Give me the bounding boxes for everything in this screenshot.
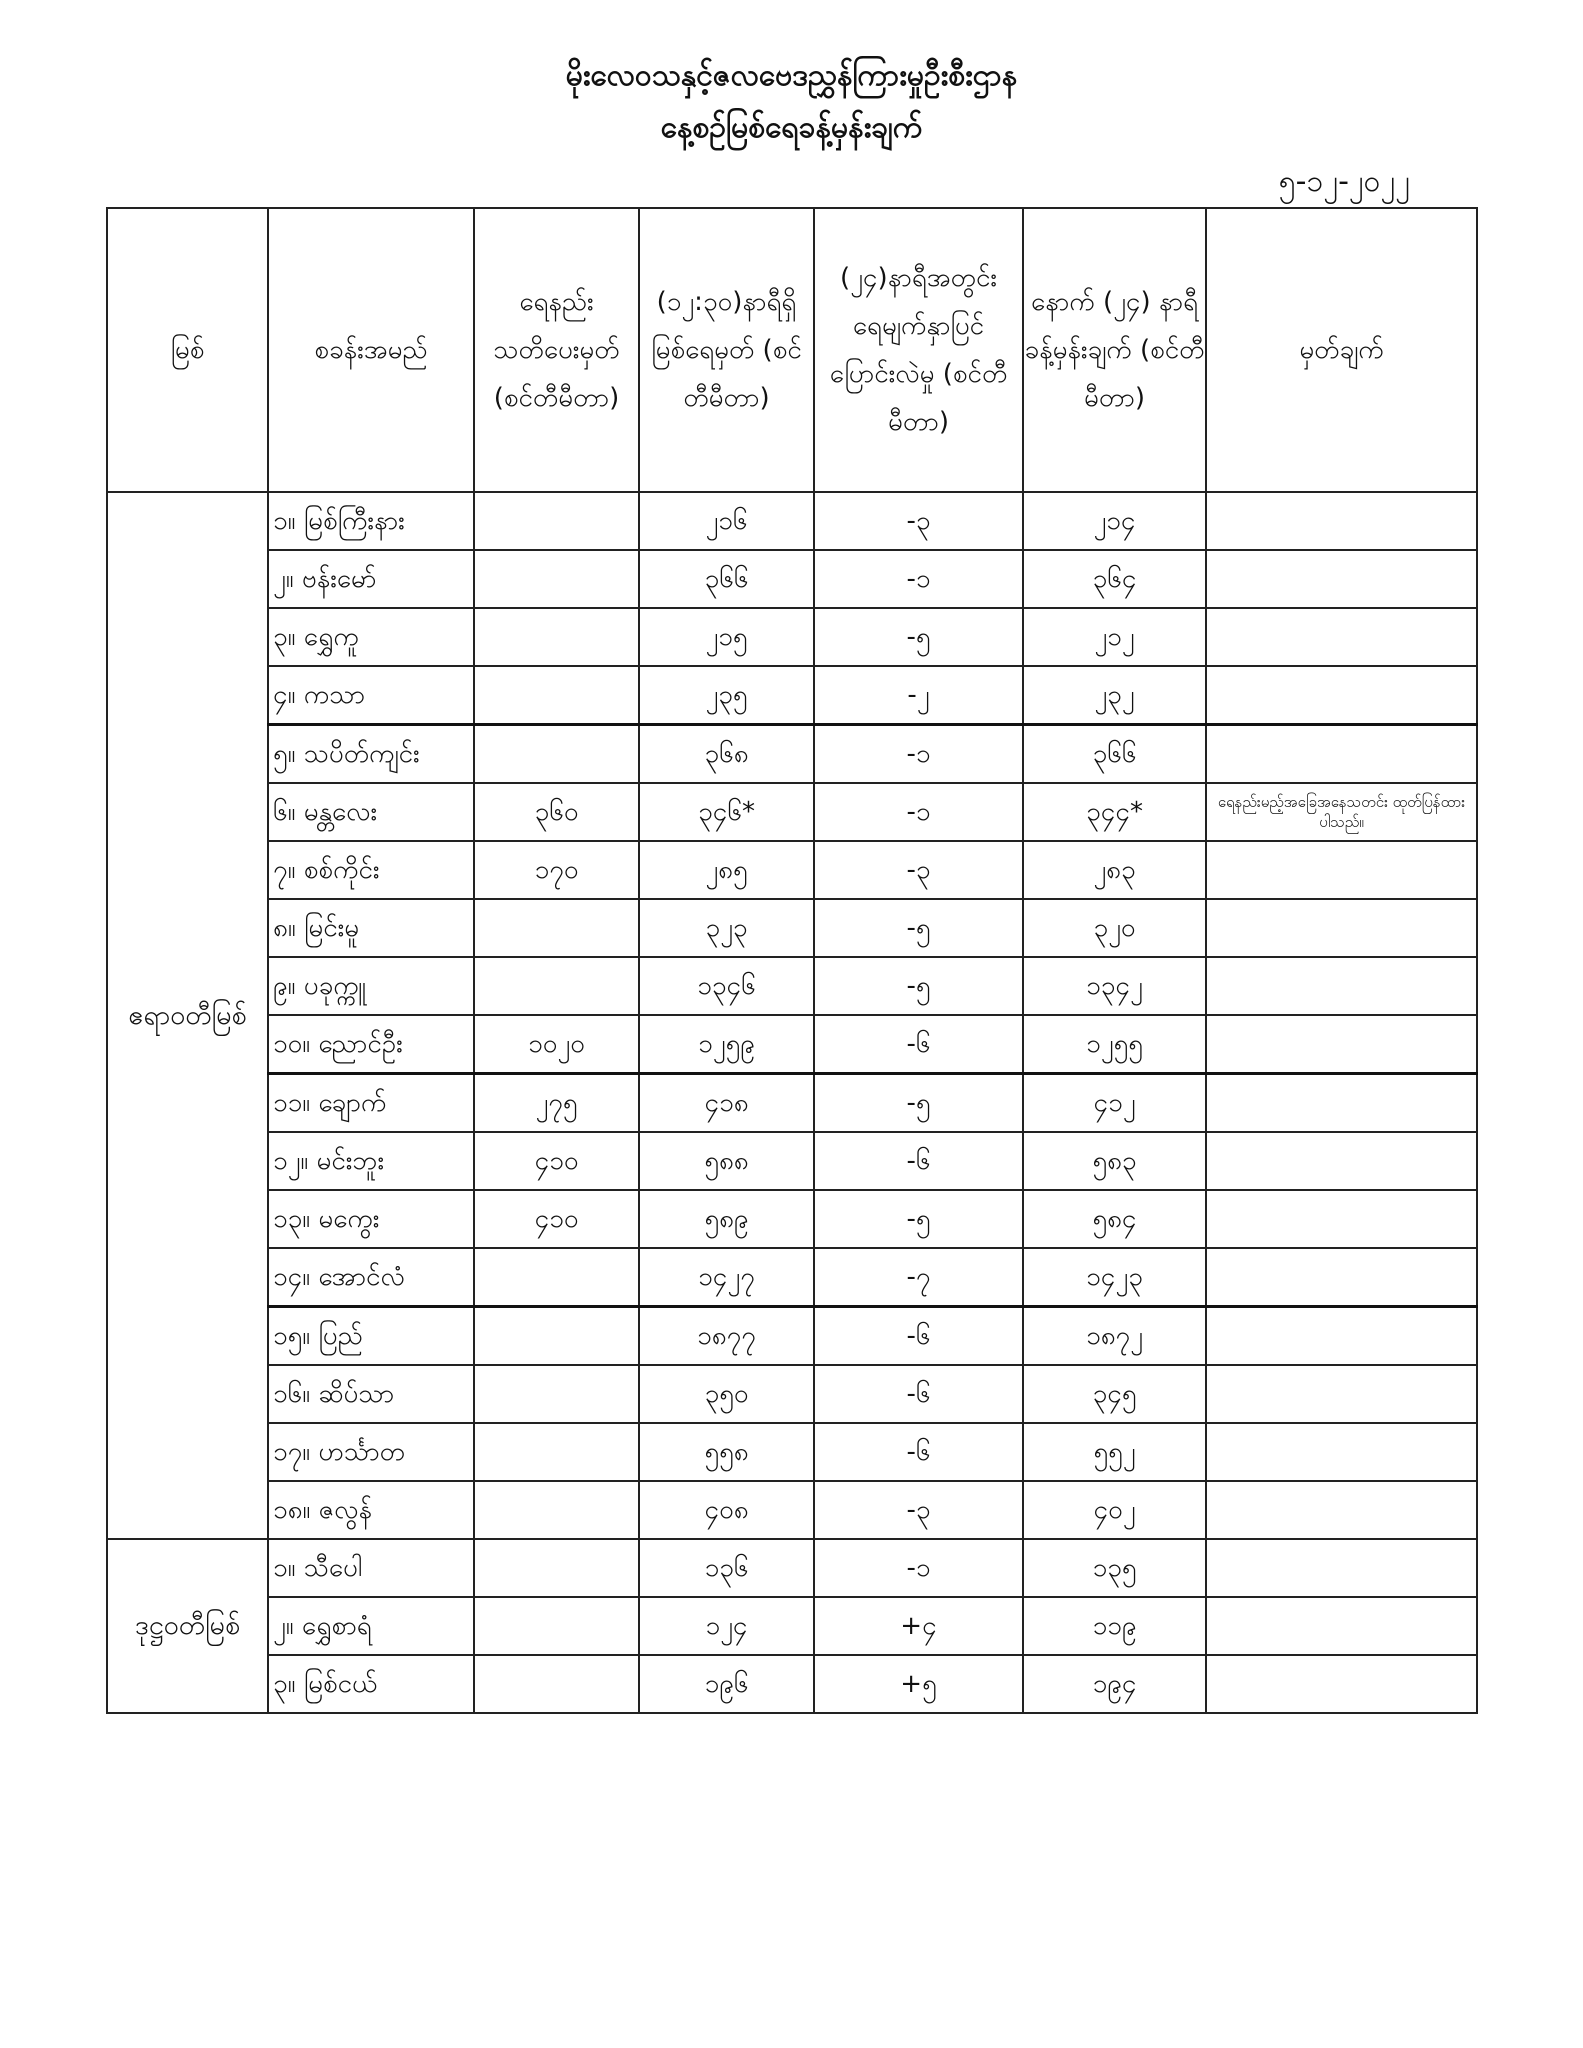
report-title: နေ့စဉ်မြစ်ရေခန့်မှန်းချက်: [660, 110, 923, 145]
change-cell: -၅: [814, 957, 1023, 1015]
change-cell: -၁: [814, 783, 1023, 841]
river-name-cell: ဧရာဝတီမြစ်: [107, 492, 268, 1539]
forecast-cell: ၅၈၄: [1023, 1190, 1206, 1248]
station-cell: ၅။ သပိတ်ကျင်း: [268, 725, 474, 784]
current-level-cell: ၂၁၆: [639, 492, 814, 550]
warning-level-cell: [474, 1248, 639, 1307]
warning-level-cell: [474, 899, 639, 957]
current-level-cell: ၄၁၈: [639, 1074, 814, 1133]
forecast-cell: ၁၈၇၂: [1023, 1307, 1206, 1366]
forecast-cell: ၄၀၂: [1023, 1481, 1206, 1539]
forecast-cell: ၃၆၄: [1023, 550, 1206, 608]
remark-cell: [1206, 1597, 1477, 1655]
table-row: [107, 1365, 1477, 1423]
current-level-cell: ၁၃၄၆: [639, 957, 814, 1015]
station-cell: ၉။ ပခုက္ကူ: [268, 957, 474, 1015]
warning-level-cell: [474, 550, 639, 608]
table-row: [107, 608, 1477, 666]
change-cell: -၃: [814, 492, 1023, 550]
change-cell: -၁: [814, 725, 1023, 784]
station-cell: ၁၅။ ပြည်: [268, 1307, 474, 1366]
station-cell: ၆။ မန္တလေး: [268, 783, 474, 841]
col-header-current-level: (၁၂:၃၀)နာရီရှိ မြစ်ရေမှတ် (စင်တီမီတာ): [639, 208, 814, 492]
current-level-cell: ၅၈၈: [639, 1132, 814, 1190]
station-cell: ၁၈။ ဇလွန်: [268, 1481, 474, 1539]
change-cell: -၁: [814, 1539, 1023, 1597]
remark-cell: [1206, 957, 1477, 1015]
station-cell: ၁၆။ ဆိပ်သာ: [268, 1365, 474, 1423]
change-cell: -၆: [814, 1015, 1023, 1074]
warning-level-cell: [474, 1423, 639, 1481]
change-cell: -၂: [814, 666, 1023, 725]
current-level-cell: ၃၅၀: [639, 1365, 814, 1423]
table-row: [107, 1423, 1477, 1481]
warning-level-cell: ၂၇၅: [474, 1074, 639, 1133]
agency-title: မိုးလေဝသနှင့်ဇလဗေဒညွှန်ကြားမှုဦးစီးဌာန: [565, 58, 1018, 93]
warning-level-cell: [474, 1597, 639, 1655]
warning-level-cell: [474, 608, 639, 666]
current-level-cell: ၁၈၇၇: [639, 1307, 814, 1366]
change-cell: -၃: [814, 841, 1023, 899]
current-level-cell: ၃၄၆*: [639, 783, 814, 841]
remark-cell: [1206, 841, 1477, 899]
station-cell: ၁၇။ ဟင်္သာတ: [268, 1423, 474, 1481]
change-cell: -၆: [814, 1365, 1023, 1423]
warning-level-cell: ၁၀၂၀: [474, 1015, 639, 1074]
change-cell: -၅: [814, 608, 1023, 666]
change-cell: -၃: [814, 1481, 1023, 1539]
table-row: [107, 783, 1477, 841]
forecast-cell: ၃၄၄*: [1023, 783, 1206, 841]
change-cell: -၁: [814, 550, 1023, 608]
current-level-cell: ၄၀၈: [639, 1481, 814, 1539]
station-cell: ၁။ မြစ်ကြီးနား: [268, 492, 474, 550]
forecast-cell: ၁၁၉: [1023, 1597, 1206, 1655]
warning-level-cell: [474, 1365, 639, 1423]
change-cell: -၅: [814, 899, 1023, 957]
current-level-cell: ၃၆၆: [639, 550, 814, 608]
header-row: [107, 208, 1477, 492]
forecast-cell: ၄၁၂: [1023, 1074, 1206, 1133]
table-row: [107, 1655, 1477, 1713]
table-row: [107, 1481, 1477, 1539]
forecast-cell: ၃၄၅: [1023, 1365, 1206, 1423]
change-cell: -၆: [814, 1423, 1023, 1481]
station-cell: ၁၀။ ညောင်ဦး: [268, 1015, 474, 1074]
station-cell: ၇။ စစ်ကိုင်း: [268, 841, 474, 899]
table-row: [107, 1015, 1477, 1074]
remark-cell: [1206, 1132, 1477, 1190]
current-level-cell: ၅၅၈: [639, 1423, 814, 1481]
forecast-cell: ၁၃၅: [1023, 1539, 1206, 1597]
current-level-cell: ၁၂၅၉: [639, 1015, 814, 1074]
change-cell: -၇: [814, 1248, 1023, 1307]
station-cell: ၃။ ရွှေကူ: [268, 608, 474, 666]
remark-cell: [1206, 1307, 1477, 1366]
table-row: [107, 1248, 1477, 1307]
forecast-cell: ၁၉၄: [1023, 1655, 1206, 1713]
forecast-cell: ၃၆၆: [1023, 725, 1206, 784]
col-header-warning-level: ရေနည်း သတိပေးမှတ် (စင်တီမီတာ): [474, 208, 639, 492]
remark-cell: [1206, 1481, 1477, 1539]
table-row: [107, 1539, 1477, 1597]
current-level-cell: ၁၃၆: [639, 1539, 814, 1597]
forecast-cell: ၂၁၂: [1023, 608, 1206, 666]
change-cell: -၅: [814, 1074, 1023, 1133]
station-cell: ၁၃။ မကွေး: [268, 1190, 474, 1248]
warning-level-cell: [474, 725, 639, 784]
table-row: [107, 957, 1477, 1015]
remark-cell: [1206, 608, 1477, 666]
table-row: [107, 1132, 1477, 1190]
change-cell: +၄: [814, 1597, 1023, 1655]
warning-level-cell: ၄၁၀: [474, 1132, 639, 1190]
station-cell: ၁၄။ အောင်လံ: [268, 1248, 474, 1307]
forecast-cell: ၅၅၂: [1023, 1423, 1206, 1481]
remark-cell: [1206, 899, 1477, 957]
current-level-cell: ၅၈၉: [639, 1190, 814, 1248]
current-level-cell: ၁၄၂၇: [639, 1248, 814, 1307]
station-cell: ၄။ ကသာ: [268, 666, 474, 725]
warning-level-cell: [474, 492, 639, 550]
forecast-cell: ၂၁၄: [1023, 492, 1206, 550]
station-cell: ၁။ သီပေါ: [268, 1539, 474, 1597]
table-row: [107, 1190, 1477, 1248]
table-row: [107, 841, 1477, 899]
warning-level-cell: ၃၆၀: [474, 783, 639, 841]
current-level-cell: ၃၂၃: [639, 899, 814, 957]
river-name-cell: ဒုဋ္ဌဝတီမြစ်: [107, 1539, 268, 1713]
water-level-table: [106, 207, 1478, 1714]
warning-level-cell: [474, 957, 639, 1015]
forecast-cell: ၅၈၃: [1023, 1132, 1206, 1190]
change-cell: +၅: [814, 1655, 1023, 1713]
remark-cell: [1206, 1074, 1477, 1133]
remark-cell: [1206, 1015, 1477, 1074]
table-row: [107, 725, 1477, 784]
table-row: [107, 666, 1477, 725]
forecast-cell: ၁၄၂၃: [1023, 1248, 1206, 1307]
current-level-cell: ၂၁၅: [639, 608, 814, 666]
warning-level-cell: [474, 1307, 639, 1366]
table-row: [107, 1307, 1477, 1366]
table-row: [107, 1074, 1477, 1133]
remark-cell: [1206, 1190, 1477, 1248]
station-cell: ၈။ မြင်းမူ: [268, 899, 474, 957]
report-date: ၅-၁၂-၂၀၂၂: [1278, 164, 1410, 199]
remark-cell: [1206, 1539, 1477, 1597]
change-cell: -၅: [814, 1190, 1023, 1248]
warning-level-cell: [474, 1655, 639, 1713]
remark-cell: [1206, 1655, 1477, 1713]
forecast-cell: ၂၈၃: [1023, 841, 1206, 899]
table-body: [107, 492, 1477, 1713]
current-level-cell: ၃၆၈: [639, 725, 814, 784]
forecast-cell: ၃၂၀: [1023, 899, 1206, 957]
warning-level-cell: [474, 1481, 639, 1539]
current-level-cell: ၂၈၅: [639, 841, 814, 899]
remark-cell: [1206, 725, 1477, 784]
station-cell: ၂။ ဗန်းမော်: [268, 550, 474, 608]
warning-level-cell: [474, 666, 639, 725]
station-cell: ၁၁။ ချောက်: [268, 1074, 474, 1133]
remark-cell: [1206, 1248, 1477, 1307]
col-header-station: စခန်းအမည်: [268, 208, 474, 492]
remark-cell: [1206, 492, 1477, 550]
remark-cell: [1206, 1423, 1477, 1481]
warning-level-cell: ၁၇၀: [474, 841, 639, 899]
forecast-cell: ၂၃၂: [1023, 666, 1206, 725]
change-cell: -၆: [814, 1307, 1023, 1366]
table-row: [107, 1597, 1477, 1655]
col-header-river: မြစ်: [107, 208, 268, 492]
station-cell: ၃။ မြစ်ငယ်: [268, 1655, 474, 1713]
forecast-cell: ၁၂၅၅: [1023, 1015, 1206, 1074]
change-cell: -၆: [814, 1132, 1023, 1190]
col-header-24h-change: (၂၄)နာရီအတွင်း ရေမျက်နှာပြင် ပြောင်းလဲမှု (စင်တီမီတာ): [814, 208, 1023, 492]
current-level-cell: ၁၂၄: [639, 1597, 814, 1655]
station-cell: ၁၂။ မင်းဘူး: [268, 1132, 474, 1190]
remark-cell: [1206, 1365, 1477, 1423]
table-row: [107, 492, 1477, 550]
col-header-forecast: နောက် (၂၄) နာရီ ခန့်မှန်းချက် (စင်တီမီတာ): [1023, 208, 1206, 492]
warning-level-cell: ၄၁၀: [474, 1190, 639, 1248]
forecast-cell: ၁၃၄၂: [1023, 957, 1206, 1015]
remark-cell: [1206, 666, 1477, 725]
table-row: [107, 550, 1477, 608]
table-row: [107, 899, 1477, 957]
current-level-cell: ၁၉၆: [639, 1655, 814, 1713]
current-level-cell: ၂၃၅: [639, 666, 814, 725]
remark-cell: ရေနည်းမည့်အခြေအနေသတင်း ထုတ်ပြန်ထားပါသည်။: [1206, 783, 1477, 841]
station-cell: ၂။ ရွှေစာရံ: [268, 1597, 474, 1655]
remark-cell: [1206, 550, 1477, 608]
col-header-remark: မှတ်ချက်: [1206, 208, 1477, 492]
warning-level-cell: [474, 1539, 639, 1597]
